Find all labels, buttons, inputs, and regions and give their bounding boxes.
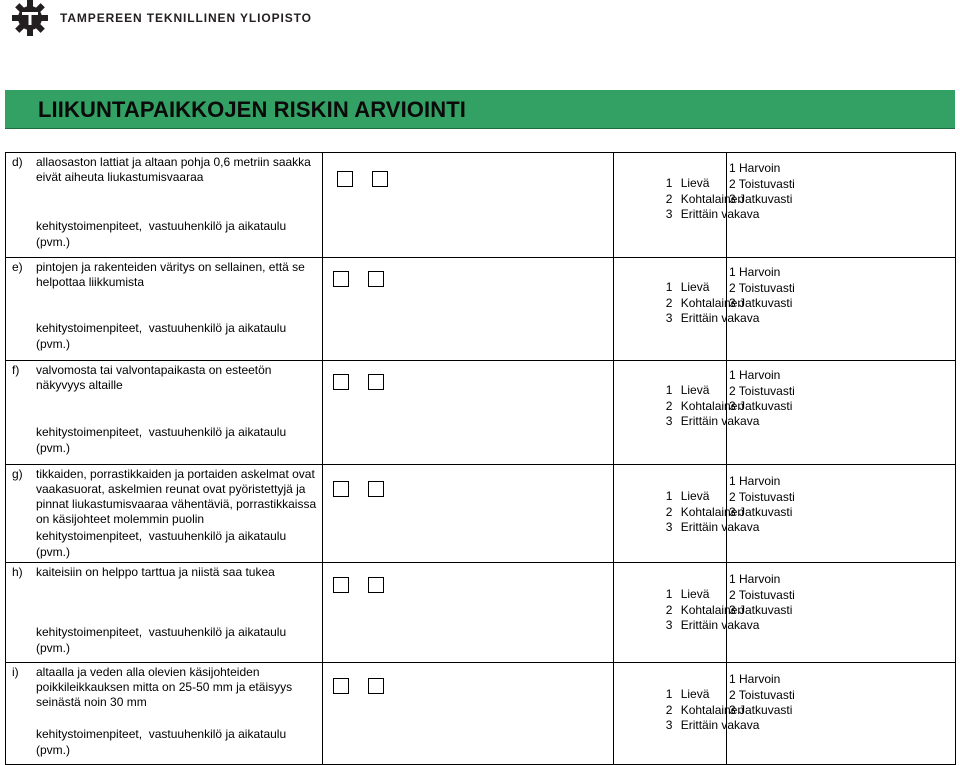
checkbox-cell <box>323 153 614 258</box>
frequency-option: 2 Toistuvasti <box>729 489 795 504</box>
checkbox[interactable] <box>368 678 384 694</box>
severity-label: Kohtalainen <box>680 398 745 413</box>
severity-label: Erittäin vakava <box>680 618 760 632</box>
risk-assessment-table <box>5 152 956 765</box>
responsible-text: (pvm.) <box>36 234 70 249</box>
checkbox[interactable] <box>372 171 388 187</box>
severity-number: 1 <box>665 176 673 190</box>
item-cell <box>6 663 323 765</box>
severity-label: Lievä <box>680 687 710 701</box>
page-title: LIIKUNTAPAIKKOJEN RISKIN ARVIOINTI <box>38 97 466 122</box>
checkbox[interactable] <box>333 481 349 497</box>
severity-number: 3 <box>665 414 673 428</box>
severity-label: Lievä <box>680 489 710 503</box>
table-row <box>6 563 956 663</box>
checkbox[interactable] <box>333 678 349 694</box>
item-cell <box>6 465 323 563</box>
checkbox[interactable] <box>368 374 384 390</box>
severity-number: 1 <box>665 587 673 601</box>
frequency-option: 3 Jatkuvasti <box>729 505 793 519</box>
severity-number: 3 <box>665 207 673 221</box>
severity-number: 3 <box>665 618 673 632</box>
frequency-option: 2 Toistuvasti <box>729 587 795 602</box>
severity-number: 2 <box>665 504 673 519</box>
severity-label: Kohtalainen <box>680 504 745 519</box>
severity-label: Erittäin vakava <box>680 414 760 428</box>
responsible-text: (pvm.) <box>36 440 70 455</box>
frequency-option: 1 Harvoin <box>729 161 781 175</box>
university-name: TAMPEREEN TEKNILLINEN YLIOPISTO <box>60 11 312 25</box>
severity-label: Lievä <box>680 176 710 190</box>
responsible-text: (pvm.) <box>36 640 70 655</box>
frequency-option: 2 Toistuvasti <box>729 687 795 702</box>
frequency-option: 2 Toistuvasti <box>729 176 795 191</box>
severity-number: 3 <box>665 718 673 732</box>
severity-label: Lievä <box>680 280 710 294</box>
severity-number: 2 <box>665 602 673 617</box>
checkbox[interactable] <box>337 171 353 187</box>
responsible-text: (pvm.) <box>36 544 70 559</box>
severity-label: Lievä <box>680 587 710 601</box>
severity-label: Kohtalainen <box>680 191 745 206</box>
item-text: kaiteisiin on helppo tarttua ja niistä saa tukea <box>36 565 275 579</box>
frequency-option: 1 Harvoin <box>729 672 781 686</box>
university-logo <box>10 0 312 36</box>
frequency-option: 1 Harvoin <box>729 572 781 586</box>
title-banner <box>5 90 955 129</box>
item-letter: g) <box>12 467 23 481</box>
item-text: valvomosta tai valvontapaikasta on esteetön näkyvyys altaille <box>36 363 272 392</box>
responsible-field[interactable] <box>36 425 316 456</box>
responsible-text: kehitystoimenpiteet, vastuuhenkilö ja aikataulu <box>36 321 287 335</box>
severity-label: Erittäin vakava <box>680 311 760 325</box>
checkbox-cell <box>323 361 614 465</box>
checkbox-cell <box>323 465 614 563</box>
frequency-option: 1 Harvoin <box>729 265 781 279</box>
item-letter: d) <box>12 155 23 169</box>
item-letter: h) <box>12 565 23 579</box>
frequency-option: 3 Jatkuvasti <box>729 192 793 206</box>
severity-number: 1 <box>665 687 673 701</box>
checkbox[interactable] <box>368 481 384 497</box>
item-text: tikkaiden, porrastikkaiden ja portaiden askelmat ovat vaakasuorat, askelmien reunat ovat pyöristettyjä ja pinnat liukastumisvaaraa vähentäviä, porrastikkaissa on käsijohteet molemmin puolin <box>36 467 317 526</box>
severity-number: 2 <box>665 295 673 310</box>
frequency-cell <box>727 563 956 663</box>
responsible-field[interactable] <box>36 219 316 250</box>
item-cell <box>6 361 323 465</box>
severity-number: 2 <box>665 191 673 206</box>
gear-logo-icon <box>10 0 50 36</box>
frequency-cell <box>727 465 956 563</box>
item-cell <box>6 258 323 361</box>
frequency-cell <box>727 361 956 465</box>
checkbox-cell <box>323 258 614 361</box>
frequency-option: 3 Jatkuvasti <box>729 399 793 413</box>
severity-label: Lievä <box>680 383 710 397</box>
severity-label: Kohtalainen <box>680 702 745 717</box>
responsible-text: kehitystoimenpiteet, vastuuhenkilö ja aikataulu <box>36 727 287 741</box>
checkbox-cell <box>323 563 614 663</box>
checkbox[interactable] <box>333 577 349 593</box>
table-row <box>6 465 956 563</box>
frequency-option: 3 Jatkuvasti <box>729 603 793 617</box>
severity-number: 1 <box>665 489 673 503</box>
severity-number: 1 <box>665 280 673 294</box>
item-cell <box>6 563 323 663</box>
frequency-option: 2 Toistuvasti <box>729 280 795 295</box>
responsible-text: kehitystoimenpiteet, vastuuhenkilö ja aikataulu <box>36 625 287 639</box>
responsible-text: kehitystoimenpiteet, vastuuhenkilö ja aikataulu <box>36 529 287 543</box>
severity-number: 3 <box>665 520 673 534</box>
severity-label: Erittäin vakava <box>680 718 760 732</box>
frequency-option: 1 Harvoin <box>729 368 781 382</box>
severity-label: Kohtalainen <box>680 295 745 310</box>
frequency-cell <box>727 153 956 258</box>
responsible-field[interactable] <box>36 727 316 758</box>
checkbox-cell <box>323 663 614 765</box>
frequency-option: 1 Harvoin <box>729 474 781 488</box>
responsible-text: (pvm.) <box>36 742 70 757</box>
item-cell <box>6 153 323 258</box>
responsible-field[interactable] <box>36 625 316 656</box>
frequency-option: 3 Jatkuvasti <box>729 703 793 717</box>
responsible-text: kehitystoimenpiteet, vastuuhenkilö ja aikataulu <box>36 219 287 233</box>
table-row <box>6 361 956 465</box>
checkbox[interactable] <box>333 374 349 390</box>
table-row <box>6 153 956 258</box>
severity-label: Erittäin vakava <box>680 520 760 534</box>
item-text: pintojen ja rakenteiden väritys on sellainen, että se helpottaa liikkumista <box>36 260 305 289</box>
checkbox[interactable] <box>368 577 384 593</box>
frequency-cell <box>727 258 956 361</box>
item-letter: f) <box>12 363 20 377</box>
table-row <box>6 258 956 361</box>
responsible-text: (pvm.) <box>36 336 70 351</box>
item-text: altaalla ja veden alla olevien käsijohteiden poikkileikkauksen mitta on 25-50 mm ja etäisyys seinästä noin 30 mm <box>36 665 293 709</box>
responsible-field[interactable] <box>36 321 316 352</box>
item-letter: e) <box>12 260 23 274</box>
severity-number: 3 <box>665 311 673 325</box>
frequency-option: 3 Jatkuvasti <box>729 296 793 310</box>
severity-label: Kohtalainen <box>680 602 745 617</box>
item-letter: i) <box>12 665 19 679</box>
severity-label: Erittäin vakava <box>680 207 760 221</box>
severity-number: 2 <box>665 702 673 717</box>
responsible-field[interactable] <box>36 529 316 560</box>
severity-number: 1 <box>665 383 673 397</box>
responsible-text: kehitystoimenpiteet, vastuuhenkilö ja aikataulu <box>36 425 287 439</box>
severity-number: 2 <box>665 398 673 413</box>
checkbox[interactable] <box>333 271 349 287</box>
checkbox[interactable] <box>368 271 384 287</box>
table-row <box>6 663 956 765</box>
frequency-cell <box>727 663 956 765</box>
item-text: allaosaston lattiat ja altaan pohja 0,6 metriin saakka eivät aiheuta liukastumisvaaraa <box>36 155 311 184</box>
frequency-option: 2 Toistuvasti <box>729 383 795 398</box>
